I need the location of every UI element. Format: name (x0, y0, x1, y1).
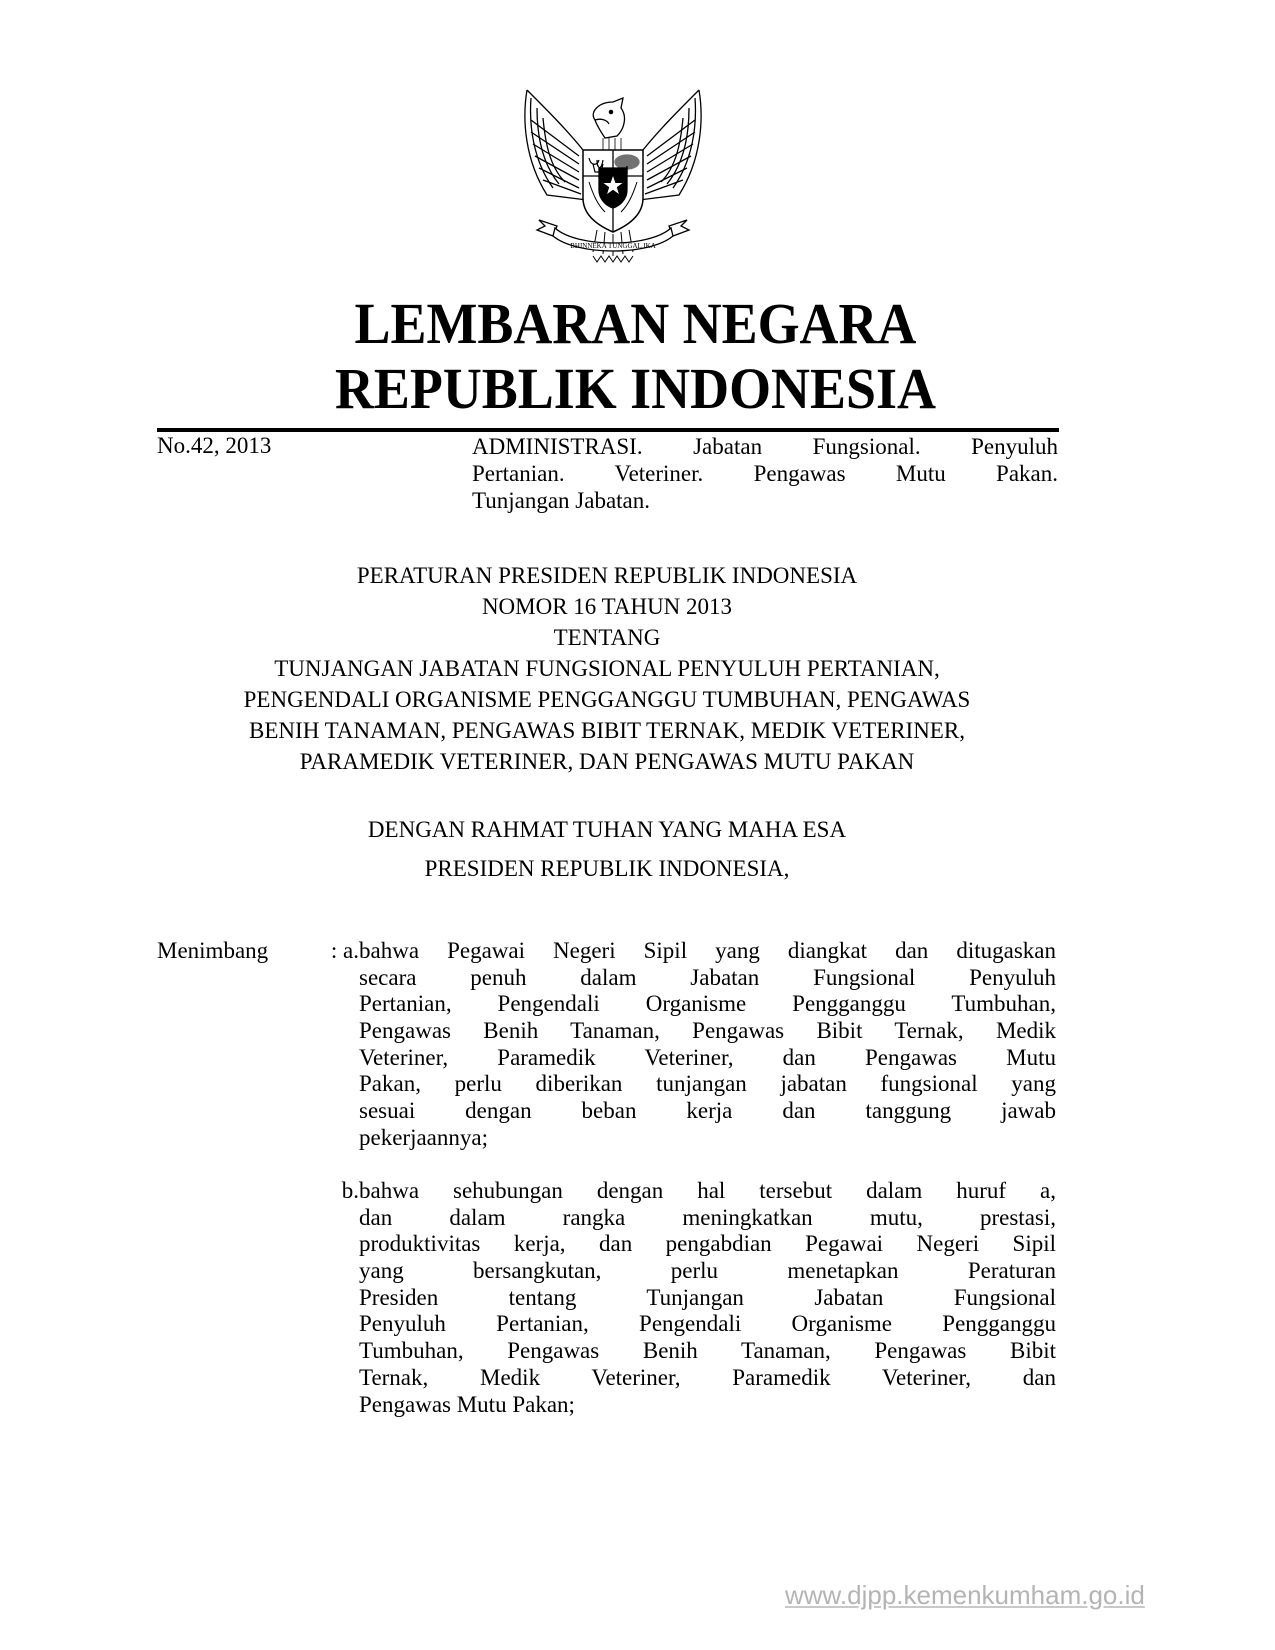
watermark-link[interactable]: www.djpp.kemenkumham.go.id (785, 1580, 1145, 1610)
regulation-title-line: TUNJANGAN JABATAN FUNGSIONAL PENYULUH PERTANIAN, (274, 656, 940, 681)
gazette-subject (472, 433, 1058, 514)
text-line: Pengawas Benih Tanaman, Pengawas Bibit Ternak, Medik (359, 1018, 1056, 1044)
text-line: dan dalam rangka meningkatkan mutu, prestasi, (359, 1204, 1056, 1230)
text-line: sesuai dengan beban kerja dan tanggung jawab (359, 1098, 1056, 1124)
issuer: PRESIDEN REPUBLIK INDONESIA, (424, 856, 790, 881)
svg-text:BHINNEKA TUNGGAL IKA: BHINNEKA TUNGGAL IKA (570, 242, 656, 250)
item-marker: b. (341, 1178, 359, 1203)
text-line: pekerjaannya; (359, 1124, 488, 1150)
regulation-about: TENTANG (553, 625, 661, 650)
regulation-type: PERATURAN PRESIDEN REPUBLIK INDONESIA (356, 563, 858, 588)
text-line: Penyuluh Pertanian, Pengendali Organisme Pengganggu (359, 1311, 1056, 1337)
item-marker: : a. (330, 938, 359, 963)
subject-line: Tunjangan Jabatan. (472, 488, 651, 513)
considerations-label: Menimbang (157, 938, 269, 963)
text-line: Pertanian, Pengendali Organisme Pengganggu Tumbuhan, (359, 991, 1056, 1017)
text-line: Pakan, perlu diberikan tunjangan jabatan fungsional yang (359, 1071, 1056, 1097)
text-line: Ternak, Medik Veteriner, Paramedik Veteriner, dan (359, 1364, 1056, 1390)
item-text (359, 938, 1056, 1152)
invocation: DENGAN RAHMAT TUHAN YANG MAHA ESA (367, 817, 847, 842)
masthead-title: LEMBARAN NEGARA (354, 291, 917, 356)
text-line: Tumbuhan, Pengawas Benih Tanaman, Pengawas Bibit (359, 1338, 1056, 1364)
item-text (359, 1178, 1056, 1418)
left-wing-icon (525, 90, 587, 200)
text-line: bahwa Pegawai Negeri Sipil yang diangkat dan ditugaskan (359, 938, 1056, 963)
garuda-pancasila-emblem (517, 80, 709, 268)
text-line: yang bersangkutan, perlu menetapkan Peraturan (359, 1258, 1056, 1284)
regulation-number: NOMOR 16 TAHUN 2013 (481, 594, 733, 619)
right-wing-icon (639, 90, 701, 200)
regulation-preamble (0, 814, 1214, 884)
text-line: Presiden tentang Tunjangan Jabatan Fungsional (359, 1284, 1056, 1310)
subject-line: Pertanian. Veteriner. Pengawas Mutu Pakan. (472, 461, 1058, 486)
text-line: Veteriner, Paramedik Veteriner, dan Pengawas Mutu (359, 1044, 1056, 1070)
masthead-divider (157, 428, 1059, 432)
regulation-heading (0, 560, 1214, 777)
regulation-title-line: PARAMEDIK VETERINER, DAN PENGAWAS MUTU PAKAN (299, 749, 915, 774)
subject-line: ADMINISTRASI. Jabatan Fungsional. Penyuluh (472, 434, 1058, 459)
text-line: produktivitas kerja, dan pengabdian Pegawai Negeri Sipil (359, 1231, 1056, 1257)
gazette-number: No.42, 2013 (157, 433, 272, 458)
regulation-title-line: BENIH TANAMAN, PENGAWAS BIBIT TERNAK, MEDIK VETERINER, (249, 718, 965, 743)
masthead-subtitle: REPUBLIK INDONESIA (334, 356, 936, 421)
text-line: secara penuh dalam Jabatan Fungsional Penyuluh (359, 964, 1056, 990)
text-line: Pengawas Mutu Pakan; (359, 1391, 575, 1417)
regulation-title-line: PENGENDALI ORGANISME PENGGANGGU TUMBUHAN, PENGAWAS (243, 687, 971, 712)
text-line: bahwa sehubungan dengan hal tersebut dalam huruf a, (359, 1178, 1056, 1203)
